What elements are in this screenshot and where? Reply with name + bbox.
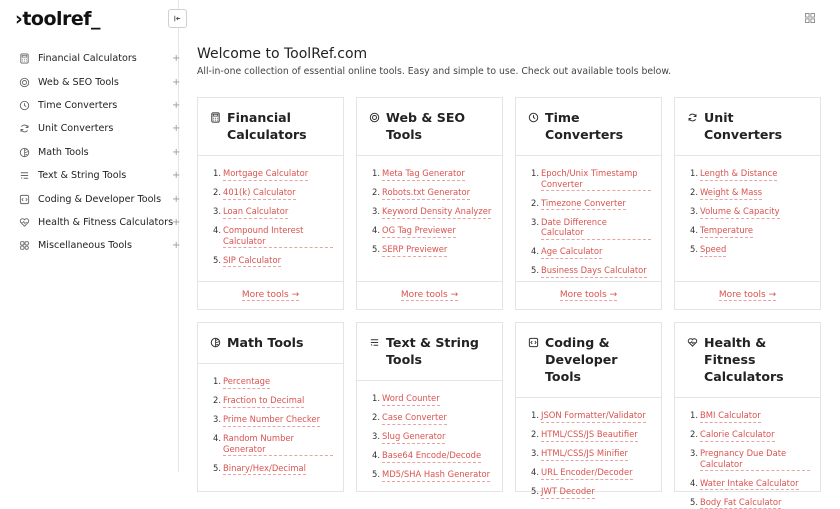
list-item — [690, 497, 810, 509]
card-health-fitness-calculators — [674, 322, 821, 507]
logo[interactable]: ›toolref_ — [15, 8, 101, 30]
list-item — [213, 414, 333, 427]
tool-link[interactable]: Meta Tag Generator — [382, 168, 465, 181]
list-item — [372, 431, 492, 444]
tool-link[interactable]: Body Fat Calculator — [700, 497, 781, 509]
math-icon — [210, 337, 221, 348]
tool-link[interactable]: HTML/CSS/JS Beautifier — [541, 429, 638, 442]
tool-link[interactable]: URL Encoder/Decoder — [541, 467, 633, 480]
card-header — [198, 98, 343, 156]
list-item — [690, 206, 810, 219]
tool-link[interactable]: Age Calculator — [541, 246, 602, 259]
tool-link[interactable]: Base64 Encode/Decode — [382, 450, 481, 463]
tool-link[interactable]: SERP Previewer — [382, 244, 447, 257]
expand-icon[interactable]: + — [172, 193, 181, 205]
more-tools-link[interactable]: More tools → — [559, 290, 618, 300]
globe-icon — [369, 112, 380, 123]
card-title: Web & SEO Tools — [386, 110, 466, 142]
tool-link[interactable]: Fraction to Decimal — [223, 395, 304, 408]
tool-list — [198, 156, 343, 267]
sidebar-item-label: Time Converters — [38, 99, 118, 111]
list-item — [372, 450, 492, 463]
tool-link[interactable]: Length & Distance — [700, 168, 777, 181]
sidebar-item-miscellaneous-tools[interactable] — [0, 234, 179, 257]
card-title: Time Converters — [545, 110, 624, 142]
card-text-string-tools — [356, 322, 503, 492]
expand-icon[interactable]: + — [172, 240, 181, 252]
tool-list — [516, 398, 661, 499]
list-item — [531, 246, 651, 259]
heart-icon — [687, 337, 698, 348]
tool-link[interactable]: SIP Calculator — [223, 255, 281, 268]
misc-icon — [19, 240, 30, 251]
calculator-icon — [19, 53, 30, 64]
tool-link[interactable]: Water Intake Calculator — [700, 478, 799, 491]
card-title: Unit Converters — [704, 110, 783, 142]
list-item — [531, 265, 651, 278]
list-item — [690, 187, 810, 200]
tool-link[interactable]: Mortgage Calculator — [223, 168, 308, 181]
sidebar-item-label: Text & String Tools — [38, 170, 127, 182]
tool-link[interactable]: Temperature — [700, 225, 753, 238]
list-item — [213, 225, 333, 248]
code-icon — [528, 337, 539, 348]
card-header — [198, 323, 343, 364]
card-footer — [675, 281, 820, 309]
tool-link[interactable]: Business Days Calculator — [541, 265, 647, 278]
list-item — [531, 410, 651, 423]
list-item — [213, 206, 333, 219]
tool-list — [357, 381, 502, 482]
list-item — [531, 217, 651, 240]
heart-icon — [19, 217, 30, 228]
sidebar-item-coding-developer-tools[interactable] — [0, 187, 179, 210]
tool-link[interactable]: Robots.txt Generator — [382, 187, 470, 200]
code-icon — [19, 194, 30, 205]
sidebar-item-label: Miscellaneous Tools — [38, 240, 132, 252]
tool-link[interactable]: Epoch/Unix Timestamp Converter — [541, 168, 651, 191]
card-math-tools — [197, 322, 344, 492]
tool-link[interactable]: Slug Generator — [382, 431, 445, 444]
tool-link[interactable]: BMI Calculator — [700, 410, 761, 423]
list-item — [690, 244, 810, 257]
sidebar — [0, 0, 179, 472]
tool-link[interactable]: Binary/Hex/Decimal — [223, 463, 306, 476]
sidebar-item-label: Unit Converters — [38, 123, 114, 135]
card-web-seo-tools — [356, 97, 503, 310]
list-item — [372, 168, 492, 181]
sidebar-item-label: Math Tools — [38, 146, 89, 158]
list-item — [372, 393, 492, 406]
card-unit-converters — [674, 97, 821, 310]
tool-link[interactable]: Pregnancy Due Date Calculator — [700, 448, 810, 471]
page-title: Welcome to ToolRef.com — [197, 46, 368, 62]
list-item — [372, 206, 492, 219]
list-item — [213, 168, 333, 181]
card-title: Coding & Developer Tools — [545, 335, 618, 384]
card-title: Text & String Tools — [386, 335, 479, 367]
collapse-sidebar-button[interactable] — [168, 9, 187, 28]
tool-link[interactable]: Random Number Generator — [223, 433, 333, 456]
more-tools-link[interactable]: More tools → — [718, 290, 777, 300]
text-icon — [19, 170, 30, 181]
card-header — [675, 323, 820, 398]
tool-link[interactable]: Weight & Mass — [700, 187, 762, 200]
list-item — [213, 433, 333, 456]
tool-link[interactable]: Calorie Calculator — [700, 429, 775, 442]
list-item — [213, 376, 333, 389]
tool-link[interactable]: Compound Interest Calculator — [223, 225, 333, 248]
sidebar-item-health-fitness-calculators[interactable] — [0, 211, 179, 234]
list-item — [372, 412, 492, 425]
page-subtitle: All-in-one collection of essential online tools. Easy and simple to use. Check out available tools below. — [197, 66, 672, 77]
tool-link[interactable]: Loan Calculator — [223, 206, 288, 219]
card-time-converters — [515, 97, 662, 310]
refresh-icon — [687, 112, 698, 123]
card-header — [516, 98, 661, 156]
card-footer — [198, 281, 343, 309]
card-header — [357, 323, 502, 381]
tool-link[interactable]: Volume & Capacity — [700, 206, 780, 219]
tool-link[interactable]: Percentage — [223, 376, 270, 389]
more-tools-link[interactable]: More tools → — [241, 290, 300, 300]
sidebar-item-label: Financial Calculators — [38, 53, 137, 65]
refresh-icon — [19, 123, 30, 134]
list-item — [213, 395, 333, 408]
list-item — [531, 486, 651, 499]
card-title: Math Tools — [227, 335, 304, 350]
list-item — [531, 467, 651, 480]
main-content — [197, 0, 840, 507]
list-item — [531, 429, 651, 442]
calculator-icon — [210, 112, 221, 123]
tool-link[interactable]: Prime Number Checker — [223, 414, 320, 427]
more-tools-link[interactable]: More tools → — [400, 290, 459, 300]
expand-icon[interactable]: + — [172, 146, 181, 158]
list-item — [372, 469, 492, 482]
tool-list — [675, 398, 820, 509]
tool-list — [198, 364, 343, 475]
list-item — [690, 410, 810, 423]
list-item — [372, 244, 492, 257]
expand-icon[interactable]: + — [172, 53, 181, 65]
list-item — [372, 225, 492, 238]
expand-icon[interactable]: + — [172, 76, 181, 88]
sidebar-item-label: Web & SEO Tools — [38, 76, 119, 88]
tool-list — [516, 156, 661, 278]
list-item — [690, 478, 810, 491]
card-coding-developer-tools — [515, 322, 662, 497]
sidebar-item-unit-converters[interactable] — [0, 117, 179, 140]
tool-link[interactable]: HTML/CSS/JS Minifier — [541, 448, 628, 461]
sidebar-item-math-tools[interactable] — [0, 141, 179, 164]
sidebar-item-text-string-tools[interactable] — [0, 164, 179, 187]
tool-list — [357, 156, 502, 257]
text-icon — [369, 337, 380, 348]
tool-link[interactable]: Timezone Converter — [541, 198, 626, 211]
list-item — [213, 463, 333, 476]
list-item — [531, 198, 651, 211]
math-icon — [19, 147, 30, 158]
expand-icon[interactable]: + — [172, 99, 181, 111]
clock-icon — [19, 100, 30, 111]
collapse-icon — [173, 14, 182, 23]
expand-icon[interactable]: + — [172, 123, 181, 135]
expand-icon[interactable]: + — [172, 216, 181, 228]
card-header — [675, 98, 820, 156]
list-item — [690, 448, 810, 471]
card-title: Financial Calculators — [227, 110, 307, 142]
card-title: Health & Fitness Calculators — [704, 335, 784, 384]
tool-link[interactable]: JWT Decoder — [541, 486, 595, 499]
list-item — [372, 187, 492, 200]
card-footer — [516, 281, 661, 309]
list-item — [531, 168, 651, 191]
sidebar-item-time-converters[interactable] — [0, 94, 179, 117]
list-item — [690, 429, 810, 442]
tool-link[interactable]: Case Converter — [382, 412, 447, 425]
tool-link[interactable]: 401(k) Calculator — [223, 187, 296, 200]
list-item — [690, 225, 810, 238]
tool-link[interactable]: JSON Formatter/Validator — [541, 410, 646, 423]
card-header — [357, 98, 502, 156]
card-header — [516, 323, 661, 398]
sidebar-item-label: Health & Fitness Calculators — [38, 216, 174, 228]
tool-link[interactable]: MD5/SHA Hash Generator — [382, 469, 490, 482]
globe-icon — [19, 77, 30, 88]
tool-link[interactable]: Date Difference Calculator — [541, 217, 651, 240]
tool-link[interactable]: Speed — [700, 244, 726, 257]
list-item — [213, 255, 333, 268]
sidebar-item-web-seo-tools[interactable] — [0, 70, 179, 93]
tool-list — [675, 156, 820, 257]
tool-link[interactable]: OG Tag Previewer — [382, 225, 456, 238]
sidebar-item-financial-calculators[interactable] — [0, 47, 179, 70]
list-item — [690, 168, 810, 181]
list-item — [531, 448, 651, 461]
clock-icon — [528, 112, 539, 123]
list-item — [213, 187, 333, 200]
sidebar-nav — [0, 47, 179, 258]
tool-link[interactable]: Keyword Density Analyzer — [382, 206, 491, 219]
card-footer — [357, 281, 502, 309]
expand-icon[interactable]: + — [172, 170, 181, 182]
card-financial-calculators — [197, 97, 344, 310]
tool-link[interactable]: Word Counter — [382, 393, 440, 406]
sidebar-item-label: Coding & Developer Tools — [38, 193, 162, 205]
